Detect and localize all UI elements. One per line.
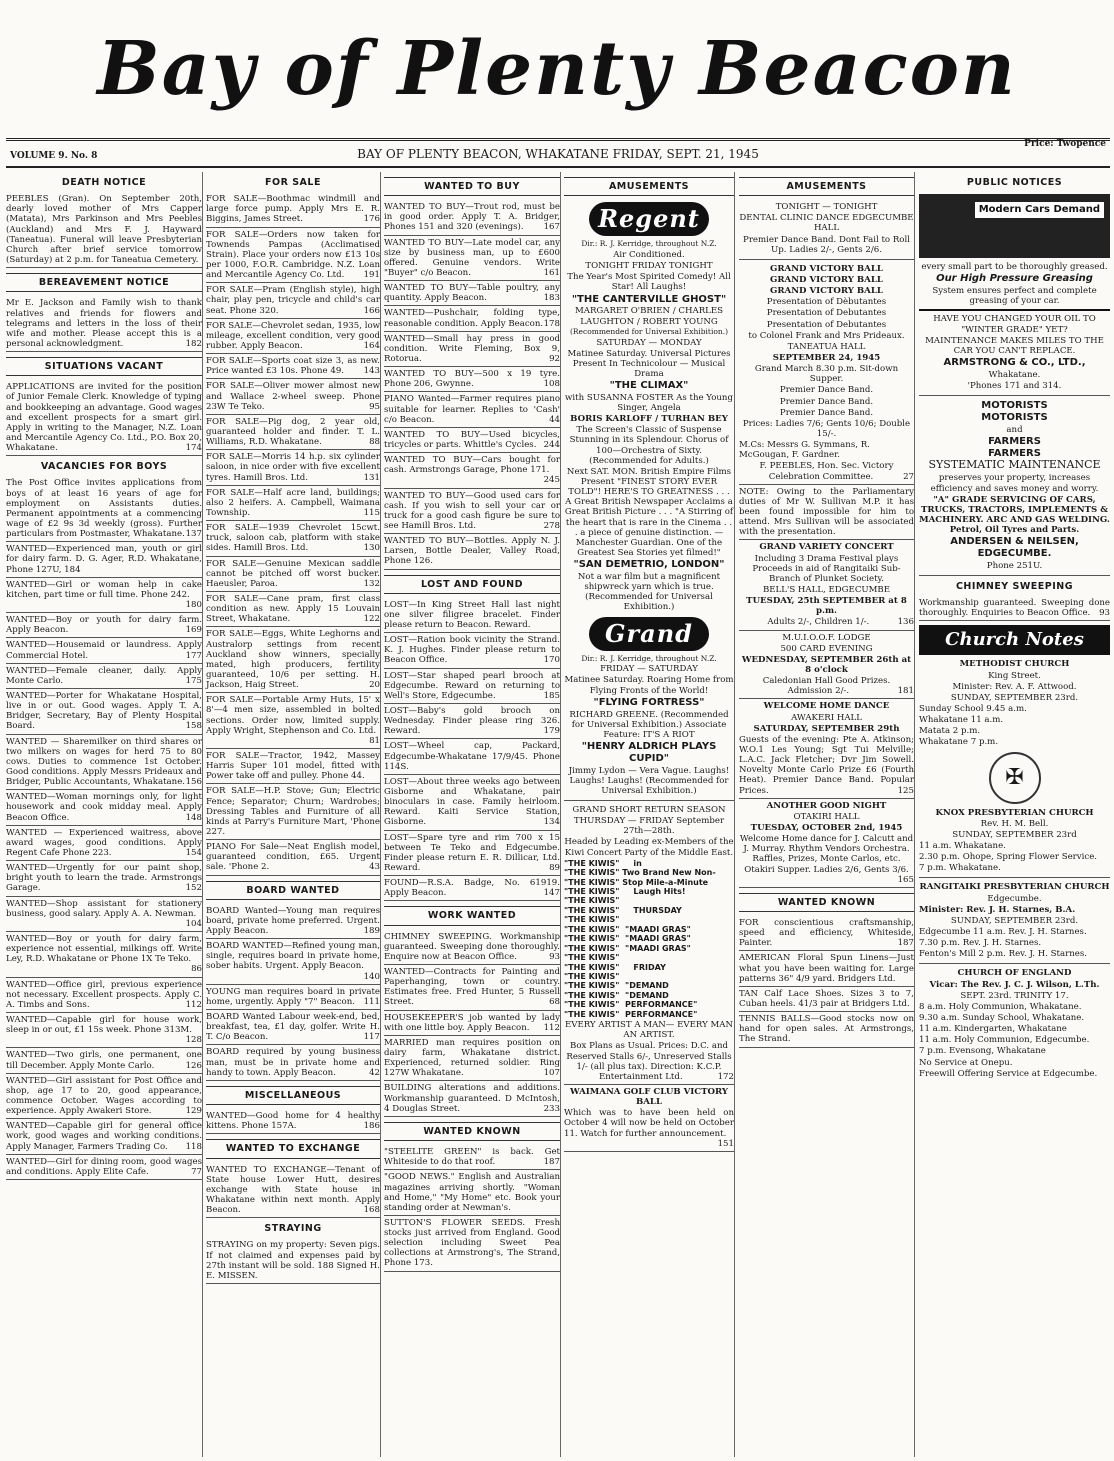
church-crest-icon: ✠ [989,752,1041,804]
classified-ad: WANTED—Small hay press in good condition. Write Fleming, Box 9, Rotorua. 92 [384,334,560,367]
film-cast: with SUSANNA FOSTER As the Young Singer, Angela [565,392,733,414]
ad-text: preserves your property, increases efficiency and saves money and worry. [930,473,1099,494]
section-heading: VACANCIES FOR BOYS [40,461,168,473]
classified-ad: WANTED—Two girls, one permanent, one till December. Apply Monte Carlo. 126 [6,1050,202,1073]
volume-number: VOLUME 9. No. 8 [10,151,98,161]
church-text: Minister: Rev. A. F. Attwood. [952,681,1077,692]
event-text: Welcome Home dance for J. Calcutt and J. Murray. Rhythm Vendors Orchestra. Raffles, Prizes, Monte Carlos, etc. Otakiri Supper. Ladies 2/6, Gents 3/6. 165 [739,834,914,888]
event-text: OTAKIRI HALL [793,811,860,822]
event-text: DENTAL CLINIC DANCE EDGECUMBE HALL [739,213,914,234]
classified-ad: WANTED TO EXCHANGE—Tenant of State house Lower Hutt, desires exchange with State house in Whakatane within next month. Apply Beacon. 168 [206,1165,380,1219]
classified-ad: LOST—In King Street Hall last night one silver filigree bracelet. Finder please return to Beacon. Reward. [384,600,560,633]
amusement-text: THURSDAY — FRIDAY September 27th—28th. [573,816,725,837]
classified-ad: WANTED — Experienced waitress, above award wages, good conditions. Apply Regent Cafe Phone 223. 154 [6,828,202,861]
section-heading: BEREAVEMENT NOTICE [6,273,202,292]
classified-ad: WANTED—Experienced man, youth or girl for dairy farm. D. G. Ager, R.D. Whakatane, Phone 127U, 184 [6,544,202,577]
church-notes-banner: Church Notes [919,625,1110,655]
church-text: Vicar: The Rev. J. C. J. Wilson, L.Th. [929,979,1100,990]
classified-ad: LOST—Wheel cap, Packard, Edgecumbe-Whakatane 17/9/45. Phone 114S. [384,741,560,774]
classified-ad: LOST—Baby's gold brooch on Wednesday. Finder please ring 326. Reward. 179 [384,706,560,739]
amusement-text: Which was to have been held on October 4 will now be held on October 11. Watch for further announcement. 151 [564,1108,734,1152]
church-name: KNOX PRESBYTERIAN CHURCH [935,807,1094,818]
classified-ad: WANTED—Good home for 4 healthy kittens. Phone 157A. 186 [206,1111,380,1134]
ad-headline: Modern Cars Demand [975,202,1104,218]
church-text: 8 a.m. Holy Communion, Whakatane. [919,1001,1082,1012]
ad-text: Whakatane. [988,369,1041,380]
event-text: TANEATUA HALL [787,341,866,352]
ad-text: System ensures perfect and complete greasing of your car. [932,286,1097,307]
classified-ad: FOR SALE—Chevrolet sedan, 1935, low mileage, excellent condition, very good rubber. Apply Beacon. 164 [206,321,380,354]
ad-text: MAINTENANCE MAKES MILES TO THE CAR YOU CAN'T REPLACE. [925,335,1104,356]
column-6 [914,172,1110,1457]
church-name: CHURCH OF ENGLAND [957,968,1072,979]
classified-ad: WANTED—Girl assistant for Post Office and shop, age 17 to 20, good appearance, commence October. Wages according to experience. Apply Awakeri Store. 129 [6,1076,202,1120]
film-title: "THE CLIMAX" [609,380,689,392]
paper-date: BAY OF PLENTY BEACON, WHAKATANE FRIDAY, SEPT. 21, 1945 [357,147,759,161]
section-heading: WORK WANTED [384,906,560,925]
event-text: Premier Dance Band. Dont Fail to Roll Up. Ladies 2/-, Gents 2/6. [743,234,910,255]
ad-text: "A" GRADE SERVICING OF CARS, TRUCKS, TRACTORS, IMPLEMENTS & MACHINERY. ARC AND GAS WELDING. Petrol, Oil Tyres and Parts. [919,494,1110,536]
regent-logo: Regent [589,202,709,236]
church-text: Freewill Offering Service at Edgecumbe. [919,1068,1098,1079]
grand-logo: Grand [589,617,709,651]
church-text: Whakatane 11 a.m. [919,715,1004,726]
classified-ad: PIANO Wanted—Farmer requires piano suitable for learner. Replies to 'Cash' c/o Beacon. 44 [384,394,560,427]
event-text: AWAKERI HALL [791,712,862,723]
bereavement-notice: Mr E. Jackson and Family wish to thank relatives and friends for flowers and telegrams and letters in the loss of their wife and mother. Please accept this is a personal acknowledgment. 182 [6,298,202,352]
ad-headline: MOTORISTS [981,400,1048,412]
film-title: "FLYING FORTRESS" [593,696,705,708]
ad-text: every small part to be thoroughly greased. [921,262,1108,273]
classified-ad: WANTED TO BUY—Trout rod, must be in good order. Apply T. A. Bridger, Phones 151 and 320 (evenings). 167 [384,202,560,235]
classified-ad: WANTED—Capable girl for house work, sleep in or out, £1 15s week. Phone 313M. 128 [6,1015,202,1048]
section-heading: SITUATIONS VACANT [6,357,202,376]
film-title: "HENRY ALDRICH PLAYS CUPID" [581,740,717,764]
ad-headline: FARMERS [988,435,1041,447]
classified-ad: WANTED TO BUY—Bottles. Apply N. J. Larsen, Bottle Dealer, Valley Road, Phone 126. [384,536,560,569]
classified-ad: WANTED—Housemaid or laundress. Apply Commercial Hotel. 177 [6,640,202,663]
column-4 [560,172,734,1457]
section-heading: CHIMNEY SWEEPING [955,580,1074,592]
event-text: GRAND VICTORY BALL [770,286,883,297]
church-text: 11 a.m. Whakatane. [919,840,1006,851]
amusement-text: The Year's Most Spirited Comedy! All Star! All Laughs! [567,272,731,293]
amusement-text: Jimmy Lydon — Vera Vague. Laughs! Laughs! Laughs! (Recommended for Universal Exhibition.) [568,765,730,796]
classified-ad: FOR conscientious craftsmanship, speed and efficiency, Whiteside, Painter. 187 [739,918,914,951]
classified-ad: WANTED—Girl or woman help in cake kitchen, part time or full time. Phone 242. 180 [6,580,202,613]
classified-ad: LOST—Ration book vicinity the Strand. K. J. Hughes. Finder please return to Beacon Office. 170 [384,635,560,668]
ad-headline: ANDERSEN & NEILSEN, EDGECUMBE. [950,536,1079,559]
classified-ad: FOR SALE—Genuine Mexican saddle cannot be pitched off worst bucker. Haeusler, Paroa. 132 [206,559,380,592]
classified-ad: FOR SALE—Tractor, 1942, Massey Harris Super 101 model, fitted with Power take off and pulley. Phone 44. [206,751,380,784]
church-text: 9.30 a.m. Sunday School, Whakatane. [919,1012,1085,1023]
column-1 [6,172,202,1457]
dateline [6,138,1110,168]
classified-ad: LOST—Spare tyre and rim 700 x 15 between Te Teko and Edgecumbe. Finder please return E. R. Dillicar, Ltd. Reward. 89 [384,833,560,877]
classified-ad: WANTED—Boy or youth for dairy farm, experience not essential, milkings off. Write Ley, R.D. Whakatane or Phone 1X Te Teko. 86 [6,934,202,978]
column-5 [734,172,914,1457]
church-text: Edgecumbe 11 a.m. Rev. J. H. Starnes. [919,926,1087,937]
church-text: Rev. H. M. Bell. [980,818,1049,829]
section-heading: MISCELLANEOUS [206,1086,380,1105]
amusement-text: Matinee Saturday. Roaring Home from Flying Fronts of the World! [564,675,734,696]
event-text: GRAND VICTORY BALL [770,275,883,286]
church-text: No Service at Onepu. [919,1057,1013,1068]
classified-ad: WANTED — Sharemilker on third shares or two milkers on wages for herd 75 to 80 cows. Duties to commence 1st October. Good conditions. Apply Messrs Prideaux and Bridger, Public Accountants, Whakatane. 156 [6,737,202,791]
section-heading: PUBLIC NOTICES [966,177,1063,188]
classified-ad: BOARD required by young business man, must be in private home and handy to town. Apply Beacon. 42 [206,1047,380,1080]
classified-ad: AMERICAN Floral Spun Linens—Just what you have been waiting for. Large patterns 36" 4/9 yard. Bridgers Ltd. [739,953,914,986]
event-text: F. PEEBLES, Hon. Sec. Victory Celebration Committee. 27 [739,461,914,484]
price: Price: Twopence [1024,139,1106,149]
church-text: Fenton's Mill 2 p.m. Rev. J. H. Starnes. [919,949,1087,960]
amusement-text: GRAND SHORT RETURN SEASON [572,805,726,815]
classified-ad: FOR SALE—H.P. Stove; Gun; Electric Fence; Separator; Churn; Wardrobes; Dressing Tables and Furniture of all kinds at Parry's Furniture Mart, 'Phone 227. [206,786,380,840]
section-heading: DEATH NOTICE [61,177,147,188]
church-text: Sunday School 9.45 a.m. [919,703,1027,714]
church-text: SUNDAY, SEPTEMBER 23rd. [950,915,1079,926]
church-text: 7 p.m. Evensong, Whakatane [919,1046,1046,1057]
film-title: "SAN DEMETRIO, LONDON" [573,559,725,571]
event-text: Adults 2/-, Children 1/-. 136 [739,617,914,630]
kiwis-lines: "THE KIWIS" in "THE KIWIS" Two Brand New Non- "THE KIWIS" Stop Mile-a-Minute "THE KIWIS" Laugh Hits! "THE KIWIS" "THE KIWIS" THURSDAY "THE KIWIS" "THE KIWIS" "MAADI GRAS" "THE KIWIS" "MAADI GRAS" "THE KIWIS" "MAADI GRAS" "THE KIWIS" "THE KIWIS" FRIDAY "THE KIWIS" "THE KIWIS" "DEMAND "THE KIWIS" "DEMAND "THE KIWIS" PERFORMANCE" "THE KIWIS" PERFORMANCE" [564,858,716,1019]
column-2 [202,172,380,1457]
amusement-text: Next SAT. MON. British Empire Films Present "FINEST STORY EVER TOLD"! HERE'S TO GREATNESS . . . A Great British Newspaper Acclaims a Great British Picture . . . "A Stirring of the heart that is rare in the Cinema . . . a piece of genuine distinction. —Manchester Guardian. One of the Greatest Sea Stories yet filmed!" [564,466,734,558]
amusement-text: Not a war film but a magnificent shipwreck yarn which is true. (Recommended for Universal Exhibition.) [577,571,721,613]
event-text: TONIGHT — TONIGHT [775,202,878,213]
section-heading: WANTED KNOWN [739,893,914,912]
amusement-text: Air Conditioned. [613,250,685,261]
event-text: Guests of the evening: Pte A. Atkinson; W.O.1 Les Young; Sgt Tui Melville; L.A.C. Jack Fletcher; Dvr Jim Sowell. Novelty Monte Carlo Prize £6 (Fourth Heat). Premier Dance Band. Popular Prices. 125 [739,735,914,799]
classified-ad: WANTED—Woman mornings only, for light housework and cook midday meal. Apply Beacon Office. 148 [6,792,202,825]
church-text: Matata 2 p.m. [919,726,981,737]
ad-headline: MOTORISTS [981,411,1048,423]
event-text: TUESDAY, 25th SEPTEMBER at 8 p.m. [746,596,907,617]
section-heading: FOR SALE [265,177,321,188]
classified-ad: WANTED TO BUY—Late model car, any size by business man, up to £600 offered. Genuine vendors. Write "Buyer" c/o Beacon. 161 [384,238,560,282]
director-line: Dir.: R. J. Kerridge, throughout N.Z. [581,653,717,663]
event-text: WEDNESDAY, SEPTEMBER 26th at 8 o'clock [741,654,912,675]
classified-ad: FOR SALE—Portable Army Huts, 15' x 8'—4 men size, assembled in bolted sections. Order now, limited supply. Apply Wright, Stephenson and Co. Ltd. 81 [206,695,380,749]
amusement-text: RICHARD GREENE. (Recommended for Universal Exhibition.) Associate Feature: IT'S A RIOT [569,709,729,740]
classified-ad: BOARD Wanted—Young man requires board, private home preferred. Urgent. Apply Beacon. 189 [206,906,380,939]
classified-ad: FOR SALE—Orders now taken for Townends Pampas (Acclimatised Strain). Place your orders now £13 10s per 1000, F.O.R. Cambridge. N.Z. Loan and Mercantile Agency Co. Ltd. 191 [206,230,380,284]
classified-ad: WANTED—Girl for dining room, good wages and conditions. Apply Elite Cafe. 77 [6,1157,202,1180]
classified-ad: FOR SALE—1939 Chevrolet 15cwt. truck, saloon cab, platform with stake sides. Hamill Bros. Ltd. 130 [206,523,380,556]
ad-headline: ARMSTRONG & CO., LTD., [943,356,1086,368]
church-text: 11 a.m. Holy Communion, Edgecumbe. [919,1035,1090,1046]
ad-headline: Our High Pressure Greasing [936,273,1093,285]
church-text: Whakatane 7 p.m. [919,737,999,748]
classified-ad: The Post Office invites applications from boys of at least 16 years of age for employment on Assistants duties. Permanent appointments at a commencing wage of £2 9s 3d weekly (gross). Further particulars from Postmaster, Whakatane. 137 [6,478,202,542]
classified-ad: BOARD Wanted Labour week-end, bed, breakfast, tea, £1 day, golfer. Write H. T. C/o Beacon. 117 [206,1012,380,1045]
church-text: 2.30 p.m. Ohope, Spring Flower Service. [919,852,1098,863]
amusement-text: Matinee Saturday. Universal Pictures Present In Technicolour — Musical Drama [567,348,731,379]
section-heading: BOARD WANTED [206,881,380,900]
classified-ad: FOR SALE—Eggs, White Leghorns and Australorp settings from recent Auckland show winners, specially mated, high producers, fertility guaranteed, 10/6 per setting. H. Jackson, Haig Street. 20 [206,629,380,693]
death-notice: PEEBLES (Gran). On September 20th, dearly loved mother of Mrs Capper (Matata), Mrs Parkinson and Mrs Peebles (Auckland) and Mrs F. J. Hayward (Taneatua). Funeral will leave Presbyterian Church after brief service tomorrow (Saturday) at 2 p.m. for Taneatua Cemetery. [6,194,202,268]
amusement-text: Box Plans as Usual. Prices: D.C. and Reserved Stalls 6/-, Unreserved Stalls 1/- (all plus tax). Direction: K.C.P. Entertainment Ltd. 172 [564,1041,734,1085]
film-rating: (Recommended for Universal Exhibition.) [569,326,729,336]
classified-ad: HOUSEKEEPER'S job wanted by lady with one little boy. Apply Beacon. 112 [384,1013,560,1036]
event-text: BELL'S HALL, EDGECUMBE [762,584,891,595]
event-text: NOTE: Owing to the Parliamentary duties of Mr W. Sullivan M.P. it has been found impossible for him to attend. Mrs Sullivan will be associated with the presentation. [739,487,914,541]
event-text: to Colonel Frank and Mrs Prideaux. [748,330,905,341]
classified-ad: LOST—Star shaped pearl brooch at Edgecumbe. Reward on returning to Well's Store, Edgecumbe. 185 [384,671,560,704]
classified-ad: FOR SALE—Sports coat size 3, as new. Price wanted £3 10s. Phone 49. 143 [206,356,380,379]
event-text: SEPTEMBER 24, 1945 [772,353,881,364]
event-text: M.U.I.O.O.F. LODGE [782,632,871,643]
ad-text: Phone 251U. [986,560,1043,571]
classified-ad: "STEELITE GREEN" is back. Get Whiteside to do that roof. 187 [384,1147,560,1170]
church-text: King Street. [988,670,1041,681]
event-text: GRAND VICTORY BALL [770,263,883,274]
church-text: 7.30 p.m. Rev. J. H. Starnes. [919,938,1042,949]
film-cast: BORIS KARLOFF / TURHAN BEY [570,414,728,425]
classified-ad: WANTED—Contracts for Painting and Paperhanging, town or country. Estimates free. Fred Hunter, 5 Russell Street. 68 [384,967,560,1011]
section-heading: AMUSEMENTS [564,177,734,196]
amusement-text: TONIGHT FRIDAY TONIGHT [585,261,713,272]
section-heading: WANTED TO EXCHANGE [206,1139,380,1158]
event-text: 500 CARD EVENING [780,643,873,654]
director-line: Dir.: R. J. Kerridge, throughout N.Z. [581,239,717,249]
classified-ad: STRAYING on my property: Seven pigs. If not claimed and expenses paid by 27th instant will be sold. 188 Signed H. E. MISSEN. [206,1240,380,1284]
classified-ad: SUTTON'S FLOWER SEEDS. Fresh stocks just arrived from England. Good selection including Sweet Pea collections at Armstrong's, The Strand, Phone 173. [384,1218,560,1272]
church-text: SUNDAY, SEPTEMBER 23rd. [950,692,1079,703]
classified-ad: FOUND—R.S.A. Badge, No. 61919. Apply Beacon. 147 [384,878,560,901]
classified-ad: YOUNG man requires board in private home, urgently. Apply "7" Beacon. 111 [206,987,380,1010]
church-text: Minister: Rev. J. H. Starnes, B.A. [919,904,1076,915]
classified-ad: BUILDING alterations and additions. Workmanship guaranteed. D McIntosh, 4 Douglas Street. 233 [384,1083,560,1116]
classified-ad: BOARD WANTED—Refined young man, single, requires board in private home, sober habits. Urgent. Apply Beacon. 140 [206,941,380,985]
event-text: GRAND VARIETY CONCERT [759,542,894,553]
classified-ad: CHIMNEY SWEEPING. Workmanship guaranteed. Sweeping done thoroughly. Enquire now at Beacon Office. 93 [384,932,560,965]
car-illustration [919,194,1110,258]
church-text: SEPT. 23rd. TRINITY 17. [960,990,1069,1001]
classified-ad: FOR SALE—Pram (English style), high chair, play pen, tricycle and child's car seat. Phone 320. 166 [206,285,380,318]
classified-ad: WANTED—Pushchair, folding type, reasonable condition. Apply Beacon. 178 [384,308,560,331]
event-text: ANOTHER GOOD NIGHT [766,800,887,811]
event-text: Premier Dance Band. [779,396,874,407]
classified-ad: WANTED TO BUY—Table poultry, any quantity. Apply Beacon. 183 [384,283,560,306]
classified-ad: WANTED—Urgently for our paint shop, bright youth to learn the trade. Armstrongs Garage. 152 [6,863,202,896]
event-text: SATURDAY, SEPTEMBER 29th [753,723,900,734]
section-heading: AMUSEMENTS [739,177,914,196]
classified-ad: FOR SALE—Cane pram, first class condition as new. Apply 15 Louvain Street, Whakatane. 122 [206,594,380,627]
church-text: Edgecumbe. [987,893,1042,904]
event-text: Premier Dance Band. [779,407,874,418]
classified-ad: LOST—About three weeks ago between Gisborne and Whakatane, pair binoculars in case. Family heirloom. Reward. Kaiti Service Station, Gisborne. 134 [384,777,560,831]
section-heading: STRAYING [264,1223,322,1235]
classified-ad: FOR SALE—Boothmac windmill and large force pump. Apply Mrs E. R. Biggins, James Street. 176 [206,194,380,227]
section-heading: LOST AND FOUND [384,575,560,594]
event-text: Presentation of Dèbutantes [766,297,887,308]
church-name: RANGITAIKI PRESBYTERIAN CHURCH [919,882,1110,893]
ad-text: and [1006,424,1023,435]
event-text: Grand March 8.30 p.m. Sit-down Supper. [754,364,899,385]
classified-ad: WANTED—Boy or youth for dairy farm. Apply Beacon. 169 [6,615,202,638]
event-text: Presentation of Debutantes [766,308,887,319]
column-3 [380,172,560,1457]
ad-text: 'Phones 171 and 314. [967,380,1062,391]
newspaper-title: Bay of Plenty Beacon [97,26,1017,112]
classified-ad: WANTED TO BUY—Cars bought for cash. Armstrongs Garage, Phone 171. 245 [384,455,560,488]
classified-ad: PIANO For Sale—Neat English model, guaranteed condition, £65. Urgent sale. 'Phone 2. 43 [206,842,380,875]
classified-ad: WANTED—Capable girl for general office work, good wages and working conditions. Apply Manager, Farmers Trading Co. 118 [6,1121,202,1154]
ad-headline: SYSTEMATIC MAINTENANCE [928,458,1101,472]
ad-headline: FARMERS [988,447,1041,459]
event-text: Premier Dance Band. [779,385,874,396]
classified-ad: WANTED—Porter for Whakatane Hospital, live in or out. Good wages. Apply T. A. Bridger, Secretary, Bay of Plenty Hospital Board. 158 [6,691,202,735]
church-text: 11 a.m. Kindergarten, Whakatane [919,1024,1067,1035]
classified-ad: FOR SALE—Half acre land, buildings; also 2 heifers. A. Campbell, Waimana Township. 115 [206,488,380,521]
classified-ad: WANTED—Female cleaner, daily. Apply Monte Carlo. 175 [6,666,202,689]
amusement-text: WAIMANA GOLF CLUB VICTORY BALL [569,1086,729,1108]
event-text: Including 3 Drama Festival plays Proceeds in aid of Rangitaiki Sub-Branch of Plunket Society. [752,553,901,584]
section-heading: WANTED KNOWN [384,1122,560,1141]
classified-ad: APPLICATIONS are invited for the position of Junior Female Clerk. Knowledge of typing and bookkeeping an advantage. Good wages and excellent prospects for a smart girl. Apply in writing to the Manager, N.Z. Loan and Mercantile Agency Co. Ltd., P.O. Box 20, Whakatane. 174 [6,382,202,456]
church-text: 7 p.m. Whakatane. [919,863,1001,874]
amusement-text: SATURDAY — MONDAY [596,337,702,348]
classified-ad: TENNIS BALLS—Good stocks now on hand for open sales. At Armstrongs, The Strand. [739,1014,914,1047]
classified-ad: WANTED TO BUY—500 x 19 tyre. Phone 206, Gwynne. 108 [384,369,560,392]
masthead [0,0,1114,138]
amusement-text: EVERY ARTIST A MAN— EVERY MAN AN ARTIST. [564,1020,734,1041]
classified-ad: WANTED TO BUY—Used bicycles, tricycles or parts. Whittle's Cycles. 244 [384,430,560,453]
classified-ad: FOR SALE—Pig dog, 2 year old, guaranteed holder and finder. T. L. Williams, R.D. Whakatane. 88 [206,417,380,450]
church-text: SUNDAY, SEPTEMBER 23rd [952,829,1077,840]
classified-ad: MARRIED man requires position on dairy farm, Whakatane district. Experienced, returned soldier. Ring 127W Whakatane. 107 [384,1038,560,1082]
event-text: M.Cs: Messrs G. Symmans, R. McGougan, F. Gardner. [739,440,870,461]
amusement-text: FRIDAY — SATURDAY [600,664,698,675]
classified-ad: WANTED—Shop assistant for stationery business, good salary. Apply A. A. Newman. 104 [6,899,202,932]
classified-ad: Workmanship guaranteed. Sweeping done thoroughly. Enquiries to Beacon Office. 93 [919,598,1110,621]
event-text: TUESDAY, OCTOBER 2nd, 1945 [750,822,903,833]
classified-ad: FOR SALE—Morris 14 h.p. six cylinder saloon, in nice order with five excellent tyres. Hamill Bros. Ltd. 131 [206,452,380,485]
church-name: METHODIST CHURCH [959,659,1070,670]
ad-text: HAVE YOU CHANGED YOUR OIL TO "WINTER GRADE" YET? [933,314,1096,335]
event-text: WELCOME HOME DANCE [763,701,890,712]
classified-ad: FOR SALE—Oliver mower almost new and Wallace 2-wheel sweep. Phone 23W Te Teko. 95 [206,381,380,414]
classified-ad: WANTED—Office girl, previous experience not necessary. Excellent prospects. Apply C. A. Timbs and Sons. 112 [6,980,202,1013]
film-title: "THE CANTERVILLE GHOST" [571,293,727,305]
event-text: Caledonian Hall Good Prizes. Admission 2/-. 181 [739,676,914,699]
classified-ad: "GOOD NEWS." English and Australian magazines arriving shortly. "Woman and Home," "My Home" etc. Book your standing order at Newman's. [384,1172,560,1216]
section-heading: WANTED TO BUY [384,177,560,196]
classified-ad: WANTED TO BUY—Good used cars for cash. If you wish to sell your car or truck for a good cash figure be sure to see Hamill Bros. Ltd. 278 [384,491,560,535]
amusement-text: Headed by Leading ex-Members of the Kiwi Concert Party of the Middle East. [564,837,734,858]
event-text: Presentation of Debutantes [766,319,887,330]
film-cast: MARGARET O'BRIEN / CHARLES LAUGHTON / ROBERT YOUNG [574,306,724,327]
classified-ad: TAN Calf Lace Shoes. Sizes 3 to 7, Cuban heels. 41/3 pair at Bridgers Ltd. [739,989,914,1012]
amusement-text: The Screen's Classic of Suspense Stunning in its Splendour. Chorus of 100—Orchestra of Sixty. (Recommended for Adults.) [569,425,729,466]
event-text: Prices: Ladies 7/6; Gents 10/6; Double 15/-. [742,418,911,440]
